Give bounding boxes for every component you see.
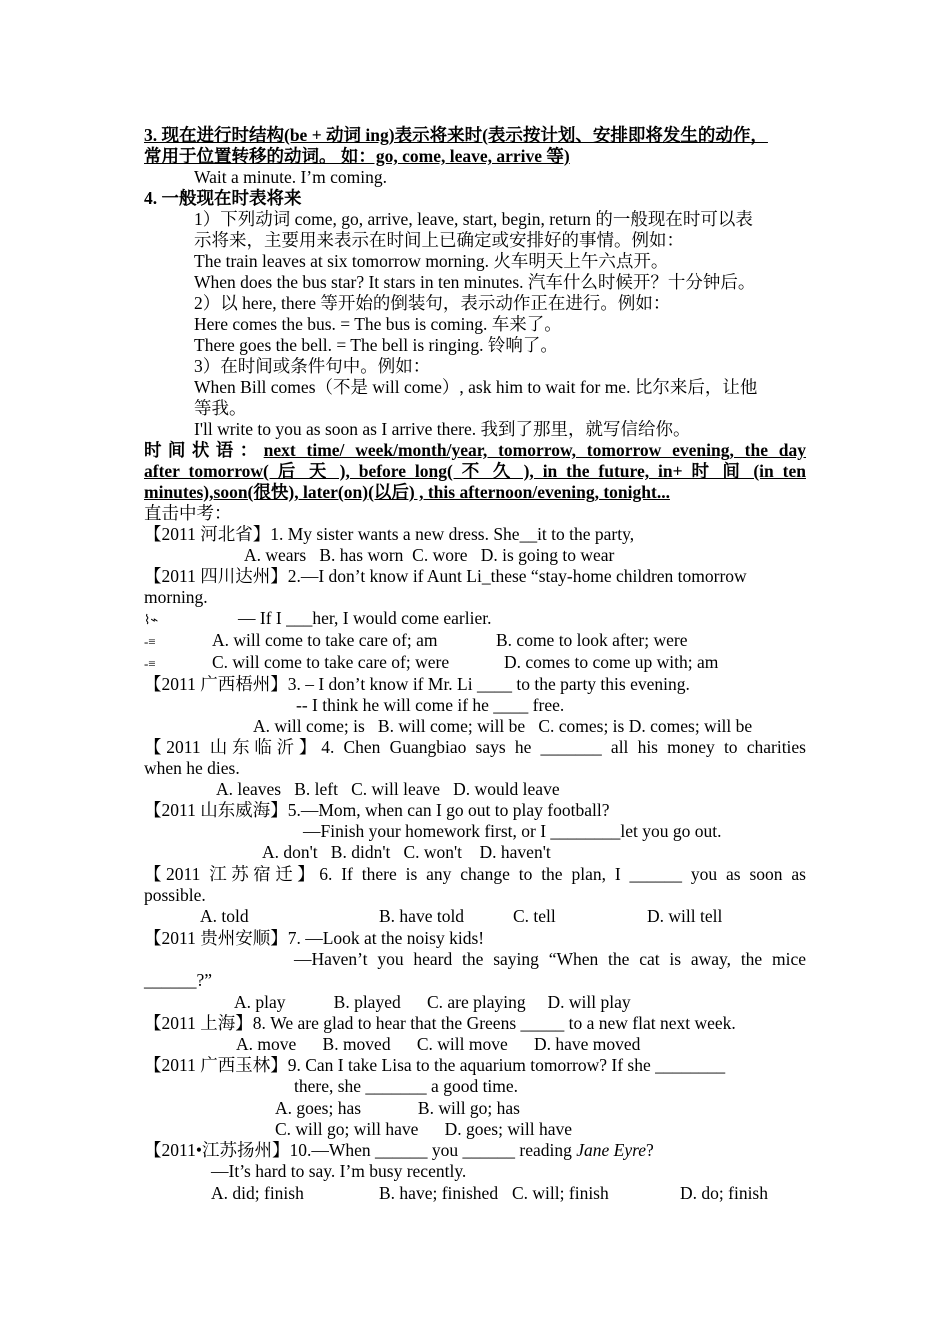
question-6-stem: 【2011 江苏宿迁】6. If there is any change to the plan, I ______ you as soon as <box>144 864 806 884</box>
equals-mark-icon: -≡ <box>144 656 156 671</box>
practice-label: 直击中考： <box>144 503 232 523</box>
question-10-option-a: A. did; finish <box>211 1183 304 1203</box>
section-4-line: 1）下列动词 come, go, arrive, leave, start, begin, return 的一般现在时可以表 <box>194 209 753 229</box>
question-5-options: A. don't B. didn't C. won't D. haven't <box>262 842 551 862</box>
question-10-option-c: C. will; finish <box>512 1183 609 1203</box>
question-10-stem: —It’s hard to say. I’m busy recently. <box>211 1161 467 1181</box>
section-4-line: 3）在时间或条件句中。例如： <box>194 356 431 376</box>
section-3-example: Wait a minute. I’m coming. <box>194 167 387 187</box>
question-2-option-b: B. come to look after; were <box>496 630 688 650</box>
section-4-line: 等我。 <box>194 398 247 418</box>
question-9-stem: 【2011 广西玉林】9. Can I take Lisa to the aquarium tomorrow? If she ________ <box>144 1055 726 1075</box>
question-6-option-b: B. have told <box>379 906 465 926</box>
question-2-stem: — If I ___her, I would come earlier. <box>238 608 492 628</box>
question-1-options: A. wears B. has worn C. wore D. is going to wear <box>244 545 615 565</box>
question-4-stem: 【2011 山东临沂】4. Chen Guangbiao says he _______ all his money to charities <box>144 737 806 757</box>
question-2-stem: morning. <box>144 587 208 607</box>
section-3-heading-line1: 3. 现在进行时结构(be + 动词 ing)表示将来时(表示按计划、安排即将发生的动作， <box>144 125 768 145</box>
question-1-stem: 【2011 河北省】1. My sister wants a new dress. She__it to the party, <box>144 524 635 544</box>
question-7-stem: ______?” <box>144 970 213 990</box>
adverbials-line1 <box>144 440 806 461</box>
question-2-option-c: C. will come to take care of; were <box>212 652 450 672</box>
question-9-options: C. will go; will have D. goes; will have <box>275 1119 572 1139</box>
question-4-stem: when he dies. <box>144 758 240 778</box>
equals-mark-icon: -≡ <box>144 634 156 649</box>
question-6-option-d: D. will tell <box>647 906 723 926</box>
section-4-line: Here comes the bus. = The bus is coming. 车来了。 <box>194 314 562 334</box>
question-6-option-c: C. tell <box>513 906 556 926</box>
question-7-stem: —Haven’t you heard the saying “When the cat is away, the mice <box>294 949 806 969</box>
question-7-stem: 【2011 贵州安顺】7. —Look at the noisy kids! <box>144 928 485 948</box>
section-4-heading: 4. 一般现在时表将来 <box>144 188 302 208</box>
question-2-stem: 【2011 四川达州】2.—I don’t know if Aunt Li_these “stay-home children tomorrow <box>144 566 747 586</box>
question-3-stem: -- I think he will come if he ____ free. <box>296 695 565 715</box>
question-3-options: A. will come; is B. will come; will be C. comes; is D. comes; will be <box>253 716 753 736</box>
section-4-line: There goes the bell. = The bell is ringing. 铃响了。 <box>194 335 558 355</box>
question-10-stem <box>144 1140 654 1161</box>
section-4-line: 示将来，主要用来表示在时间上已确定或安排好的事情。例如： <box>194 230 684 250</box>
question-6-option-a: A. told <box>200 906 249 926</box>
adverbials-line3: minutes),soon(很快), later(on)(以后) , this afternoon/evening, tonight... <box>144 482 670 502</box>
question-7-options: A. play B. played C. are playing D. will play <box>234 992 631 1012</box>
question-9-options: A. goes; has B. will go; has <box>275 1098 520 1118</box>
section-4-line: When does the bus star? It stars in ten minutes. 汽车什么时候开？十分钟后。 <box>194 272 756 292</box>
section-4-line: I'll write to you as soon as I arrive there. 我到了那里，就写信给你。 <box>194 419 691 439</box>
question-4-options: A. leaves B. left C. will leave D. would leave <box>216 779 560 799</box>
question-8-stem: 【2011 上海】8. We are glad to hear that the Greens _____ to a new flat next week. <box>144 1013 736 1033</box>
question-2-option-a: A. will come to take care of; am <box>212 630 438 650</box>
question-2-line <box>144 608 492 630</box>
book-title: Jane Eyre <box>576 1140 647 1160</box>
adverbials-line2: after tomorrow( 后 天 ), before long( 不 久 ), in the future, in+ 时 间 (in ten <box>144 461 806 481</box>
question-3-stem: 【2011 广西梧州】3. – I don’t know if Mr. Li ____ to the party this evening. <box>144 674 690 694</box>
section-4-line: The train leaves at six tomorrow morning. 火车明天上午六点开。 <box>194 251 669 271</box>
section-4-line: When Bill comes（不是 will come）, ask him to wait for me. 比尔来后，让他 <box>194 377 758 397</box>
question-9-stem: there, she _______ a good time. <box>294 1076 519 1096</box>
question-5-stem: —Finish your homework first, or I ________let you go out. <box>303 821 722 841</box>
question-2-options-row <box>144 652 719 674</box>
question-8-options: A. move B. moved C. will move D. have moved <box>236 1034 641 1054</box>
section-3-heading-line2: 常用于位置转移的动词。 如：go, come, leave, arrive 等) <box>144 146 570 166</box>
question-10-stem-text: 【2011•江苏扬州】10.—When ______ you ______ reading <box>144 1140 577 1160</box>
adverbials-text: next time/ week/month/year, tomorrow, tomorrow evening, the day <box>263 440 807 460</box>
question-10-option-d: D. do; finish <box>680 1183 768 1203</box>
section-4-line: 2）以 here, there 等开始的倒装句，表示动作正在进行。例如： <box>194 293 671 313</box>
question-2-option-d: D. comes to come up with; am <box>504 652 719 672</box>
adverbials-label: 时间状语： <box>144 440 264 460</box>
question-10-stem-end: ? <box>646 1140 654 1160</box>
question-2-options-row <box>144 630 688 652</box>
question-5-stem: 【2011 山东威海】5.—Mom, when can I go out to play football? <box>144 800 610 820</box>
scribble-icon: ⌇⌁ <box>144 612 159 627</box>
question-10-option-b: B. have; finished <box>379 1183 499 1203</box>
question-6-stem: possible. <box>144 885 206 905</box>
